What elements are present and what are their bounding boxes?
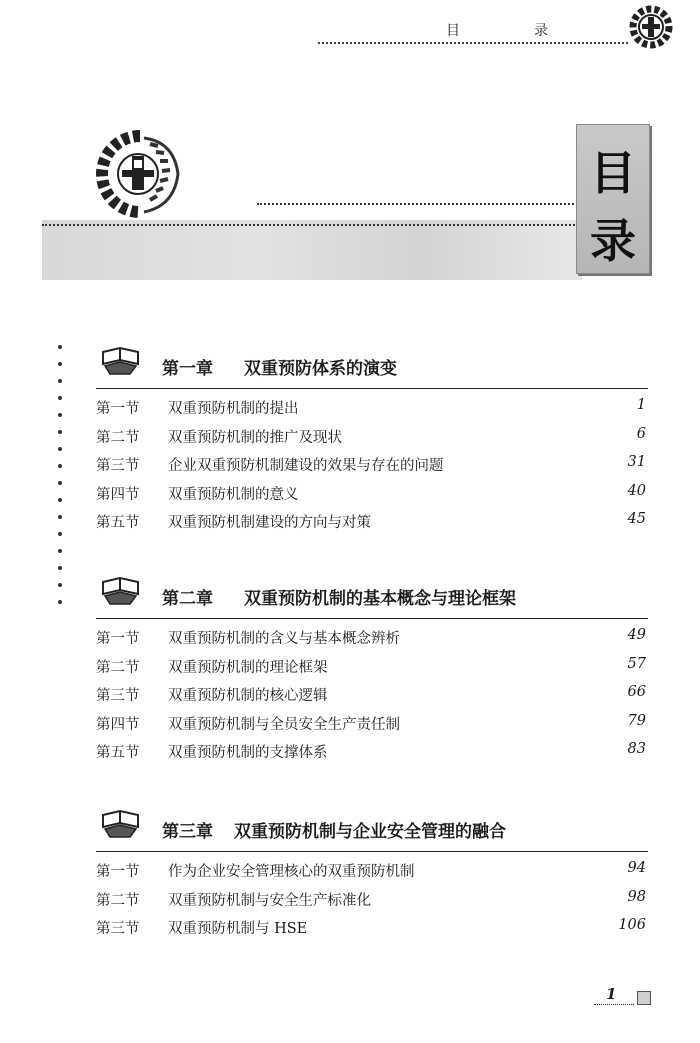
section-number: 第四节 — [96, 716, 140, 733]
section-number: 第三节 — [96, 921, 140, 937]
section-number: 第三节 — [96, 688, 140, 704]
section-title: 双重预防机制建设的方向与对策 — [168, 515, 371, 531]
margin-dots — [58, 345, 66, 617]
page-number: 40 — [627, 482, 646, 499]
banner-dotted-rule — [42, 224, 582, 226]
chapter-heading — [96, 342, 648, 388]
folio-dotted-rule — [594, 1004, 634, 1005]
page-number: 1 — [636, 397, 646, 413]
chapter-2 — [96, 572, 648, 766]
chapter-1 — [96, 342, 648, 536]
page-number: 49 — [627, 627, 646, 643]
toc-entry[interactable] — [96, 507, 648, 536]
open-book-icon — [100, 572, 142, 606]
chapter-3 — [96, 805, 648, 942]
chapter-rule — [96, 851, 648, 852]
section-title: 双重预防机制与安全生产标准化 — [168, 892, 371, 909]
section-number: 第三节 — [96, 458, 140, 474]
toc-entry[interactable] — [96, 885, 648, 914]
page-number: 45 — [627, 511, 646, 527]
toc-entry[interactable] — [96, 737, 648, 766]
section-title: 双重预防机制的支撑体系 — [168, 745, 328, 761]
section-title: 双重预防机制与全员安全生产责任制 — [168, 716, 400, 733]
page-folio: 1 — [606, 985, 617, 1003]
toc-entry[interactable] — [96, 652, 648, 681]
toc-entry[interactable] — [96, 450, 648, 479]
open-book-icon — [100, 805, 142, 839]
toc-entry[interactable] — [96, 623, 648, 652]
chapter-title: 双重预防体系的演变 — [244, 359, 397, 379]
page-number: 31 — [627, 454, 646, 470]
chapter-rule — [96, 388, 648, 389]
banner-band — [42, 220, 582, 280]
page-number: 94 — [627, 860, 646, 876]
section-number: 第二节 — [96, 892, 140, 909]
section-number: 第一节 — [96, 864, 140, 880]
page-number: 98 — [627, 888, 646, 905]
toc-entry[interactable] — [96, 856, 648, 885]
section-number: 第一节 — [96, 401, 140, 417]
contents-banner — [42, 120, 654, 280]
section-title: 企业双重预防机制建设的效果与存在的问题 — [168, 458, 444, 474]
gear-wheat-emblem-icon — [94, 128, 186, 220]
section-number: 第四节 — [96, 486, 140, 503]
contents-title-box — [576, 124, 650, 274]
page-number: 57 — [627, 655, 646, 672]
contents-title-char: 录 — [590, 214, 636, 268]
section-title: 双重预防机制的核心逻辑 — [168, 688, 328, 704]
section-number: 第五节 — [96, 515, 140, 531]
section-number: 第二节 — [96, 429, 140, 446]
page-number: 79 — [627, 712, 646, 729]
chapter-heading — [96, 805, 648, 851]
chapter-title: 双重预防机制与企业安全管理的融合 — [234, 822, 506, 842]
section-title: 双重预防机制的提出 — [168, 401, 299, 417]
section-title: 双重预防机制的含义与基本概念辨析 — [168, 631, 400, 647]
chapter-title: 双重预防机制的基本概念与理论框架 — [244, 589, 516, 609]
page-number: 83 — [627, 741, 646, 757]
running-header-rule — [318, 42, 628, 44]
toc-entry[interactable] — [96, 422, 648, 451]
page-number: 6 — [636, 425, 646, 442]
running-header — [318, 18, 628, 46]
folio-square-icon — [637, 991, 651, 1005]
toc-entry[interactable] — [96, 709, 648, 738]
chapter-number: 第一章 — [162, 359, 213, 379]
section-title: 作为企业安全管理核心的双重预防机制 — [168, 864, 415, 880]
banner-dotted-rule — [257, 203, 582, 205]
toc-entry[interactable] — [96, 479, 648, 508]
toc-entry[interactable] — [96, 393, 648, 422]
chapter-rule — [96, 618, 648, 619]
gear-emblem-icon — [628, 4, 674, 50]
chapter-heading — [96, 572, 648, 618]
contents-title-char: 目 — [590, 146, 636, 200]
section-title: 双重预防机制的意义 — [168, 486, 299, 503]
section-number: 第一节 — [96, 631, 140, 647]
toc-entry[interactable] — [96, 680, 648, 709]
page-number: 106 — [618, 917, 646, 933]
section-title: 双重预防机制的理论框架 — [168, 659, 328, 676]
section-title: 双重预防机制与 HSE — [168, 921, 308, 937]
chapter-number: 第三章 — [162, 822, 213, 842]
toc-entry[interactable] — [96, 913, 648, 942]
open-book-icon — [100, 342, 142, 376]
page-number: 66 — [627, 684, 646, 700]
section-number: 第二节 — [96, 659, 140, 676]
section-title: 双重预防机制的推广及现状 — [168, 429, 342, 446]
section-number: 第五节 — [96, 745, 140, 761]
chapter-number: 第二章 — [162, 589, 213, 609]
running-header-title: 目 录 — [446, 23, 578, 39]
